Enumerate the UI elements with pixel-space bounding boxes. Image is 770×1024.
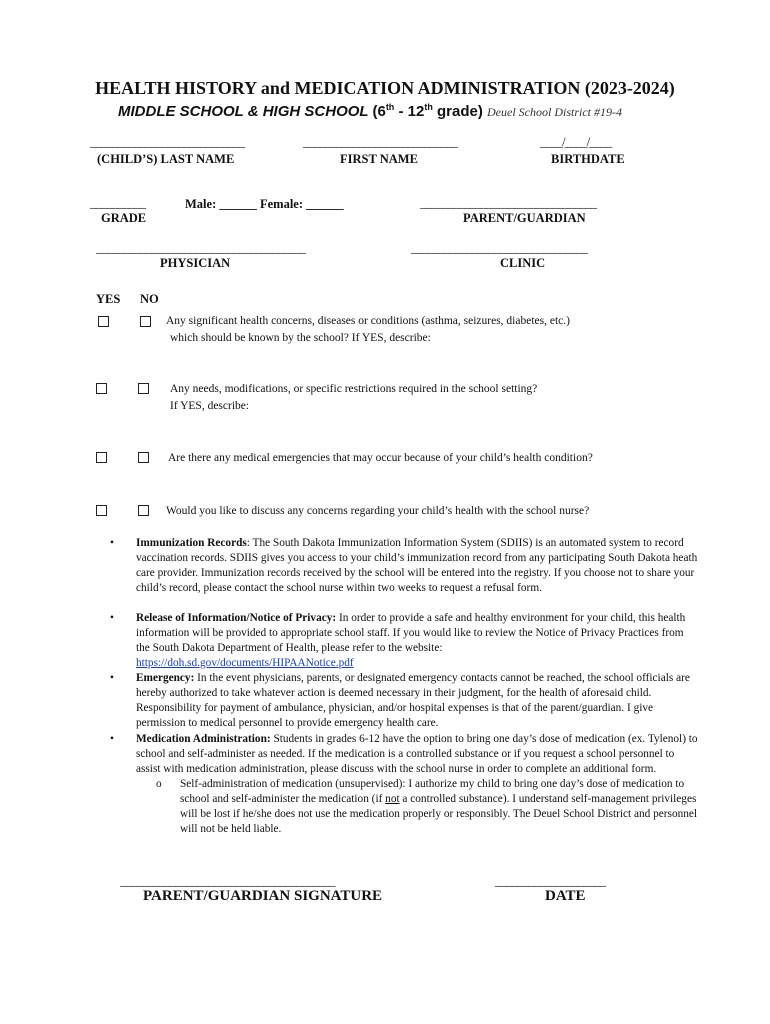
grade-label: GRADE [101,211,147,225]
notice-medication: • Medication Administration: Students in grades 6-12 have the option to bring one day’s dose of medication (ex. Tylenol) to school and self-administer as needed. If the medication is a controlled substance or if you request a school personnel to assist with medication administration, please discuss with the school nurse in order to complete an additional form. o Self-administration of medication (unsupervised): I authorize my child to bring one day’s dose of medication to school and self-administer the medication (if not a controlled substance). I understand self-management privileges will be lost if he/she does not use the medication properly or responsibly. The Deuel School District and personnel will not be held liable. [110,732,700,837]
question-health-concerns: Any significant health concerns, diseases or conditions (asthma, seizures, diabetes, etc.) which should be known by the school? If YES, describe: [166,315,570,344]
birthdate-label: BIRTHDATE [551,152,625,166]
physician-field[interactable]: ______________________________________ [96,240,305,255]
notice-privacy: • Release of Information/Notice of Privacy: In order to provide a safe and healthy environment for your child, this health information will be provided to appropriate school staff. If you would like to review the Notice of Privacy Practices from the South Dakota Department of Health, please refer to the website: https://doh.sd.gov/documents/HIPAANotice.pdf [110,612,686,669]
q3-no-checkbox[interactable] [138,452,149,463]
hipaa-notice-link[interactable]: https://doh.sd.gov/documents/HIPAANotice.pdf [136,657,354,669]
bullet-icon: • [110,672,114,684]
emergency-heading: Emergency: [136,672,195,684]
q2-yes-checkbox[interactable] [96,383,107,394]
q1-no-checkbox[interactable] [140,316,151,327]
privacy-heading: Release of Information/Notice of Privacy: [136,612,337,624]
question-emergencies: Are there any medical emergencies that may occur because of your child’s health condition? [168,452,593,464]
bullet-icon: • [110,537,114,549]
signature-field[interactable]: _______________________________________ [120,873,335,888]
last-name-field[interactable]: ____________________________ [90,134,244,149]
birthdate-field[interactable]: ____/____/____ [540,134,612,149]
grade-range: (6th - 12th grade) [372,102,483,120]
no-header: NO [140,292,159,306]
grade-field[interactable]: __________ [90,195,145,210]
bullet-icon: • [110,612,114,624]
last-name-label: (CHILD’S) LAST NAME [97,152,235,166]
district-name: Deuel School District #19-4 [487,105,622,119]
yes-header: YES [96,292,121,306]
first-name-field[interactable]: ____________________________ [303,134,457,149]
form-title: HEALTH HISTORY and MEDICATION ADMINISTRATION (2023-2024) [95,78,675,98]
notice-emergency: • Emergency: In the event physicians, parents, or designated emergency contacts cannot be reached, the school officials are hereby authorized to take whatever action is deemed necessary in their judgment, for the health of aforesaid child. Responsibility for payment of ambulance, physician, and/or hospital expenses is that of the parent/guardian. I give permission to medical personnel to provide emergency health care. [110,672,690,729]
immunization-heading: Immunization Records [136,537,247,549]
physician-label: PHYSICIAN [160,256,231,270]
clinic-label: CLINIC [500,256,546,270]
q4-yes-checkbox[interactable] [96,505,107,516]
school-level: MIDDLE SCHOOL & HIGH SCHOOL [118,103,369,120]
q2-no-checkbox[interactable] [138,383,149,394]
date-label: DATE [545,888,586,904]
parent-guardian-field[interactable]: ________________________________ [420,195,596,210]
question-nurse-discussion: Would you like to discuss any concerns regarding your child’s health with the school nurse? [166,505,590,517]
sub-bullet-icon: o [156,778,162,790]
notice-immunization: • Immunization Records: The South Dakota Immunization Information System (SDIIS) is an automated system to record vaccination records. SDIIS gives you access to your child’s immunization record from any participating South Dakota heath care provider. Immunization records received by the school will be entered into the registry. If you choose not to share your child’s record, please contact the school nurse within two weeks to request a refusal form. [110,537,698,594]
signature-label: PARENT/GUARDIAN SIGNATURE [143,888,383,904]
q3-yes-checkbox[interactable] [96,452,107,463]
medication-heading: Medication Administration: [136,733,271,745]
first-name-label: FIRST NAME [340,152,418,166]
bullet-icon: • [110,733,114,745]
date-field[interactable]: ____________________ [495,873,605,888]
self-administration-item: o Self-administration of medication (unsupervised): I authorize my child to bring one day’s dose of medication to school and self-administer the medication (if not a controlled substance). I understand self-management privileges will be lost if he/she does not use the medication properly or responsibly. The Deuel School District and personnel will not be held liable. [156,778,698,835]
form-subtitle [118,102,622,120]
clinic-field[interactable]: ________________________________ [411,240,587,255]
question-modifications: Any needs, modifications, or specific restrictions required in the school setting? If YES, describe: [170,383,538,412]
q1-yes-checkbox[interactable] [98,316,109,327]
sex-field[interactable]: Male: ______ Female: ______ [185,197,344,211]
q4-no-checkbox[interactable] [138,505,149,516]
parent-guardian-label: PARENT/GUARDIAN [463,211,586,225]
